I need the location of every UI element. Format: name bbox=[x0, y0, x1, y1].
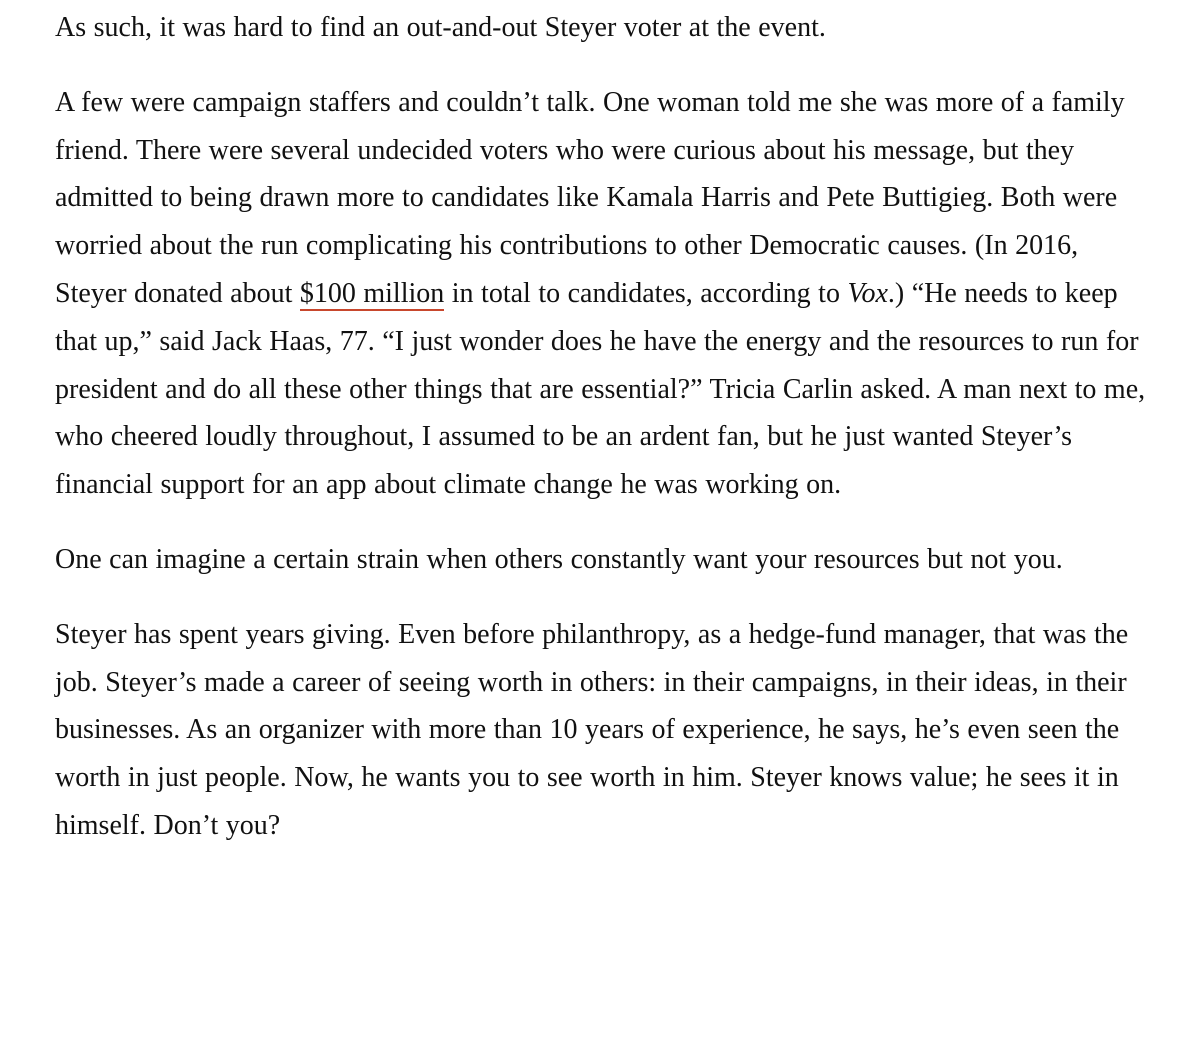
article-body bbox=[55, 0, 1155, 877]
paragraph-3: One can imagine a certain strain when others constantly want your resources but not you. bbox=[55, 543, 1063, 575]
paragraph-2 bbox=[55, 79, 1155, 509]
paragraph-2-text-b: in total to candidates, according to bbox=[444, 277, 848, 309]
paragraph-4: Steyer has spent years giving. Even before philanthropy, as a hedge-fund manager, that was the job. Steyer’s made a career of seeing worth in others: in their campaigns, in their ideas, in their businesses. As an organizer with more than 10 years of experience, he says, he’s even seen the worth in just people. Now, he wants you to see worth in him. Steyer knows value; he sees it in himself. Don’t you? bbox=[55, 618, 1129, 841]
paragraph-2-text-c: .) “He needs to keep that up,” said Jack Haas, 77. “I just wonder does he have the energy and the resources to run for president and do all these other things that are essential?” Tricia Carlin asked. A man next to me, who cheered loudly throughout, I assumed to be an ardent fan, but he just wanted Steyer’s financial support for an app about climate change he was working on. bbox=[55, 277, 1146, 501]
paragraph-2-text-a: A few were campaign staffers and couldn’t talk. One woman told me she was more of a family friend. There were several undecided voters who were curious about his message, but they admitted to being drawn more to candidates like Kamala Harris and Pete Buttigieg. Both were worried about the run complicating his contributions to other Democratic causes. (In 2016, Steyer donated about bbox=[55, 86, 1125, 309]
paragraph-1: As such, it was hard to find an out-and-out Steyer voter at the event. bbox=[55, 12, 826, 43]
source-name: Vox bbox=[847, 277, 888, 309]
donation-link[interactable]: $100 million bbox=[299, 277, 445, 309]
